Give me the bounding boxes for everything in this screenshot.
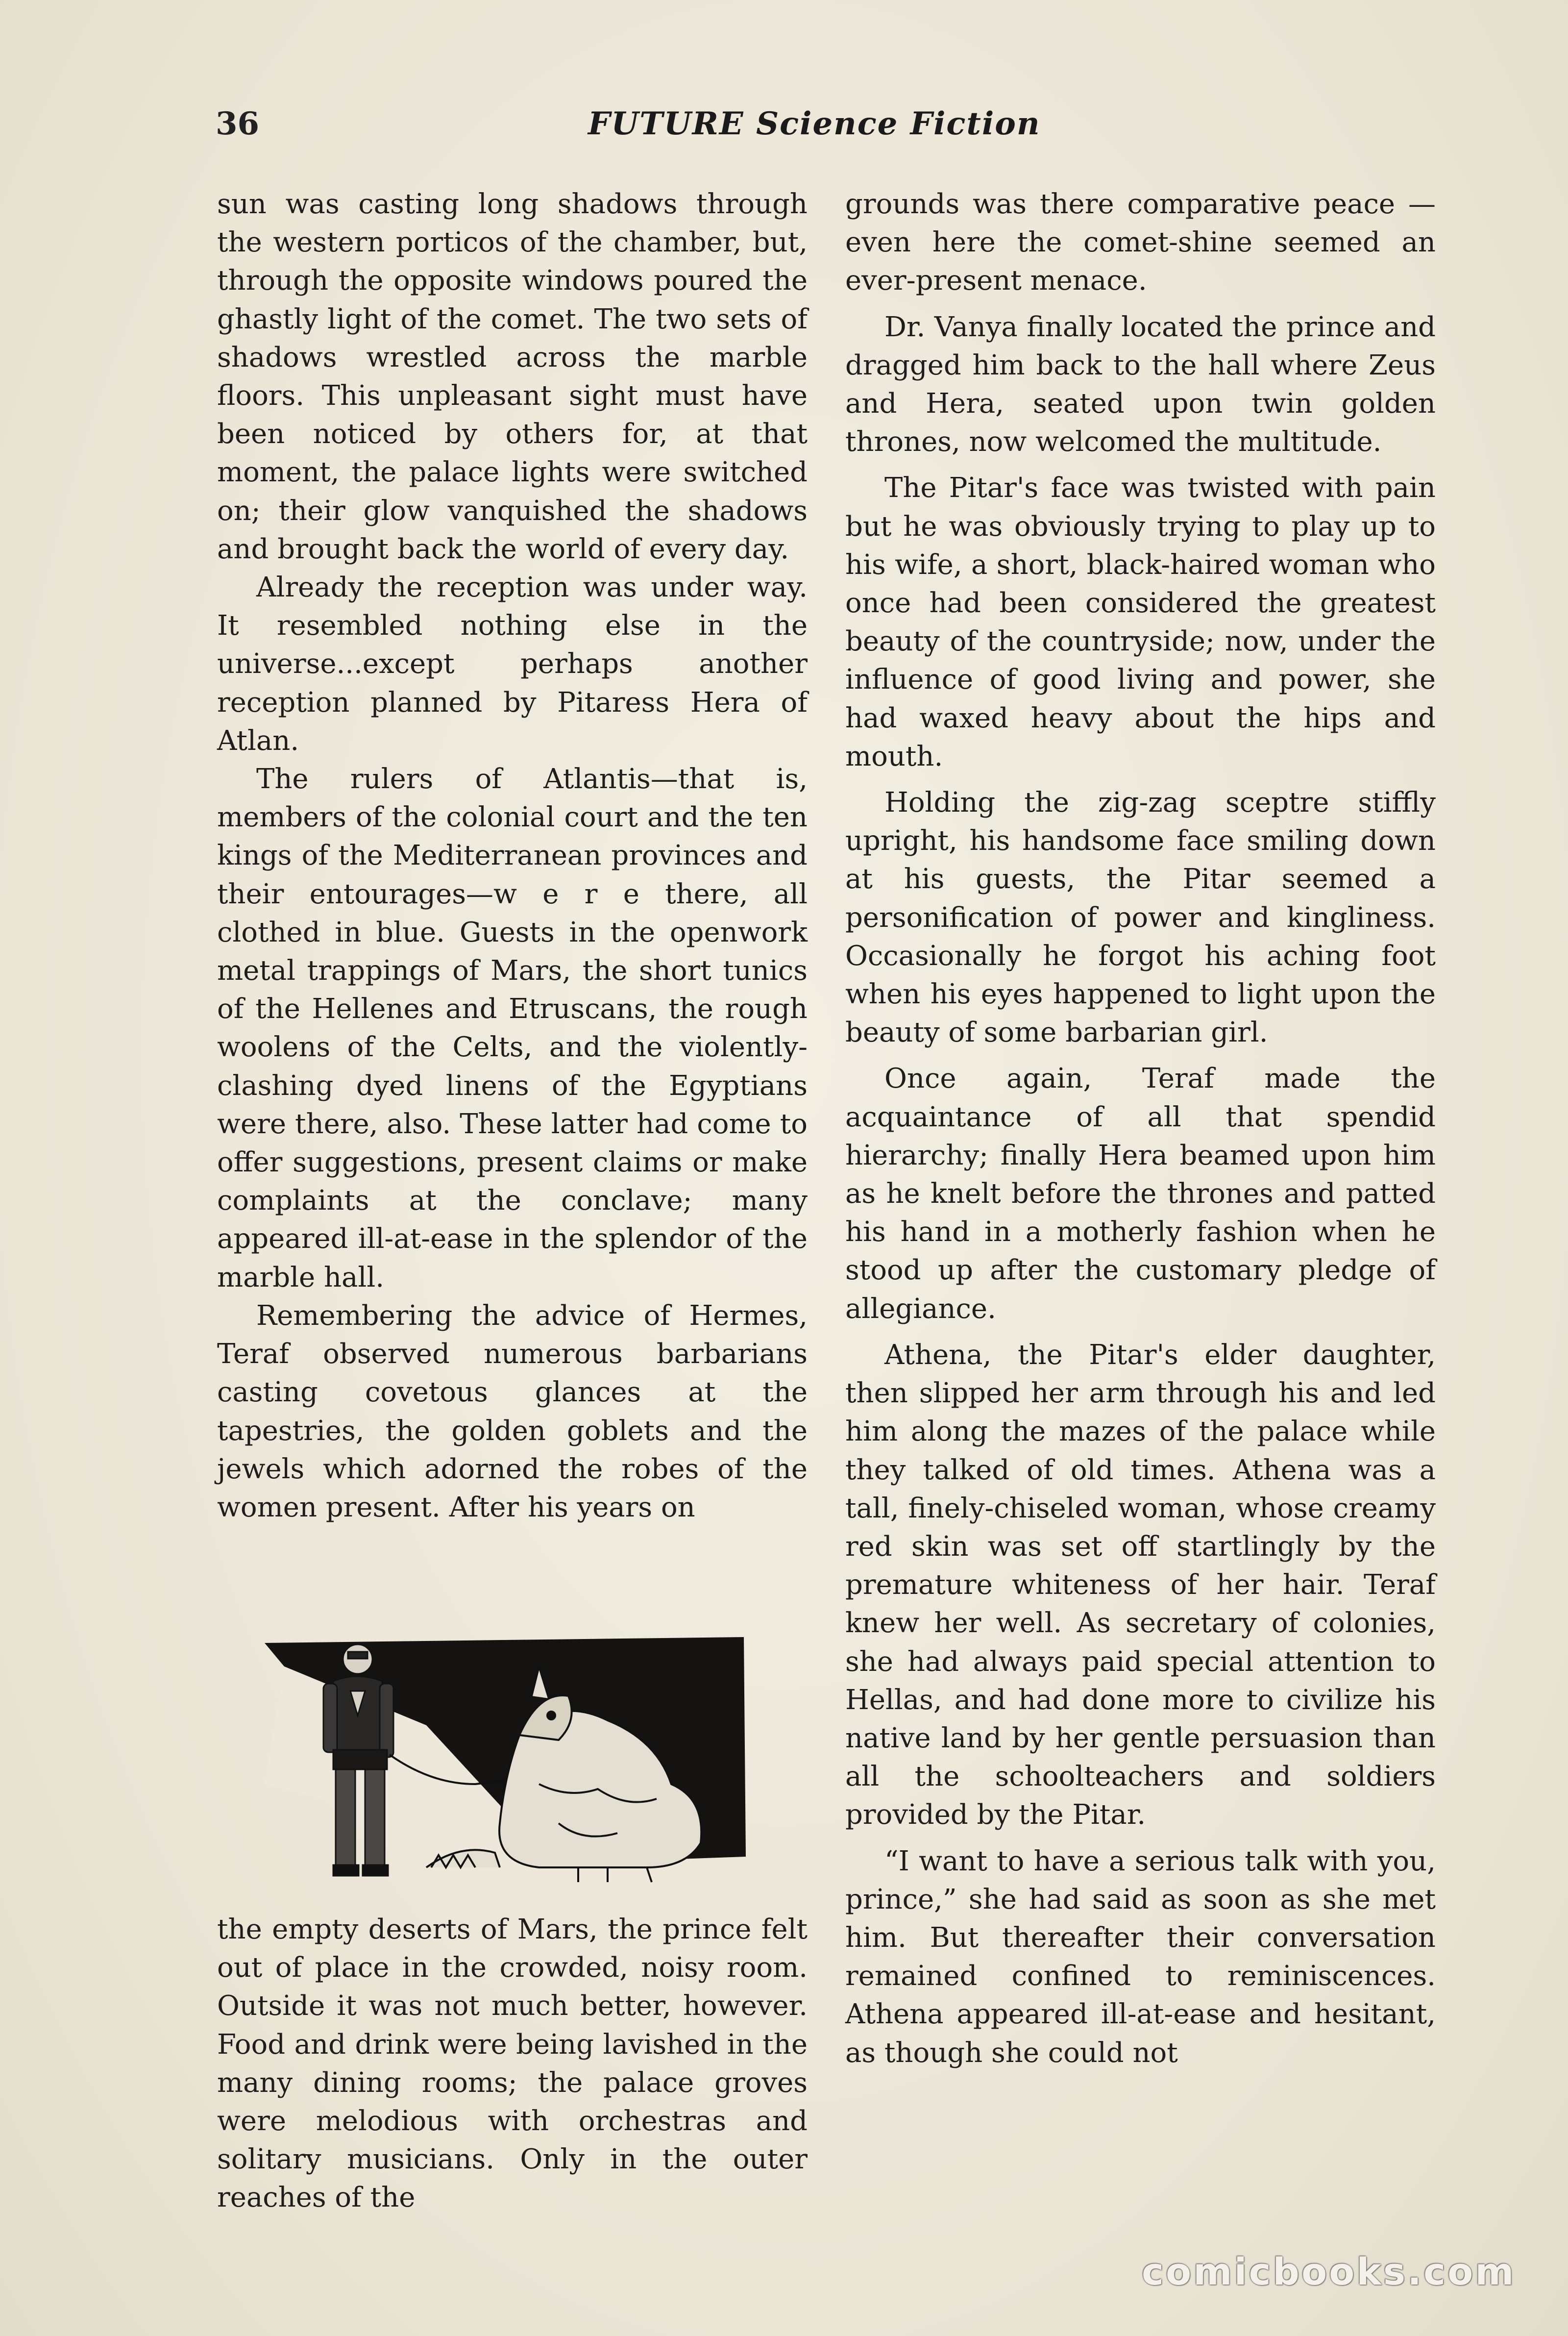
paragraph: sun was casting long shadows through the western porticos of the chamber, but, through the opposite windows poured the ghastly light of the comet. The two sets of shadows wrestled across the marble floors. This unpleasant sight must have been noticed by others for, at that moment, the palace lights were switched on; their glow vanquished the shadows and brought back the world of every day.: [217, 188, 808, 565]
paragraph: the empty deserts of Mars, the prince felt out of place in the crowded, noisy room. Outside it was not much better, however. Food and drink were being lavished in the many dining rooms; the palace groves were melodious with orchestras and solitary musicians. Only in the outer reaches of the: [217, 1914, 808, 2214]
spot-illustration-robot-with-beast: [265, 1637, 750, 1897]
paragraph: Remembering the advice of Hermes, Teraf observed numerous barbarians casting covetous glances at the tapestries, the golden goblets and the jewels which adorned the robes of the women present. After his years on: [217, 1299, 808, 1523]
paragraph: Dr. Vanya finally located the prince and dragged him back to the hall where Zeus and Hera, seated upon twin golden thrones, now welcomed the multitude.: [845, 311, 1436, 458]
right-column: [845, 185, 1436, 2234]
left-column-top: [217, 185, 808, 1616]
running-title: FUTURE Science Fiction: [588, 105, 1041, 142]
page-number: 36: [216, 105, 260, 142]
left-column-bottom: [217, 1911, 808, 2234]
paragraph: Once again, Teraf made the acquaintance of all that spendid hierarchy; finally Hera beamed upon him as he knelt before the thrones and patted his hand in a motherly fashion when he stood up after the customary pledge of allegiance.: [845, 1063, 1436, 1325]
paragraph: grounds was there comparative peace —even here the comet-shine seemed an ever-present menace.: [845, 188, 1436, 297]
paragraph: Already the reception was under way. It resembled nothing else in the universe...except perhaps another reception planned by Pitaress Hera of Atlan.: [217, 572, 808, 757]
paragraph: The rulers of Atlantis—that is, members of the colonial court and the ten kings of the Mediterranean provinces and their entourages—w e r e there, all clothed in blue. Guests in the openwork metal trappings of Mars, the short tunics of the Hellenes and Etruscans, the rough woolens of the Celts, and the violently-clashing dyed linens of the Egyptians were there, also. These latter had come to offer suggestions, present claims or make complaints at the conclave; many appeared ill-at-ease in the splendor of the marble hall.: [217, 763, 808, 1293]
paragraph: The Pitar's face was twisted with pain but he was obviously trying to play up to his wife, a short, black-haired woman who once had been considered the greatest beauty of the countryside; now, under the influence of good living and power, she had waxed heavy about the hips and mouth.: [845, 472, 1436, 772]
paragraph: “I want to have a serious talk with you, prince,” she had said as soon as she met him. But thereafter their conversation remained confined to reminiscences. Athena appeared ill-at-ease and hesitant, as though she could not: [845, 1845, 1436, 2069]
watermark: comicbooks.com: [1142, 2250, 1516, 2293]
paragraph: Athena, the Pitar's elder daughter, then slipped her arm through his and led him along the mazes of the palace while they talked of old times. Athena was a tall, finely-chiseled woman, whose creamy red skin was set off startlingly by the premature whiteness of her hair. Teraf knew her well. As secretary of colonies, she had always paid special attention to Hellas, and had done more to civilize his native land by her gentle persuasion than all the schoolteachers and soldiers provided by the Pitar.: [845, 1339, 1436, 1831]
paragraph: Holding the zig-zag sceptre stiffly upright, his handsome face smiling down at his guests, the Pitar seemed a personification of power and kingliness. Occasionally he forgot his aching foot when his eyes happened to light upon the beauty of some barbarian girl.: [845, 787, 1436, 1049]
page-header: [216, 100, 1431, 154]
